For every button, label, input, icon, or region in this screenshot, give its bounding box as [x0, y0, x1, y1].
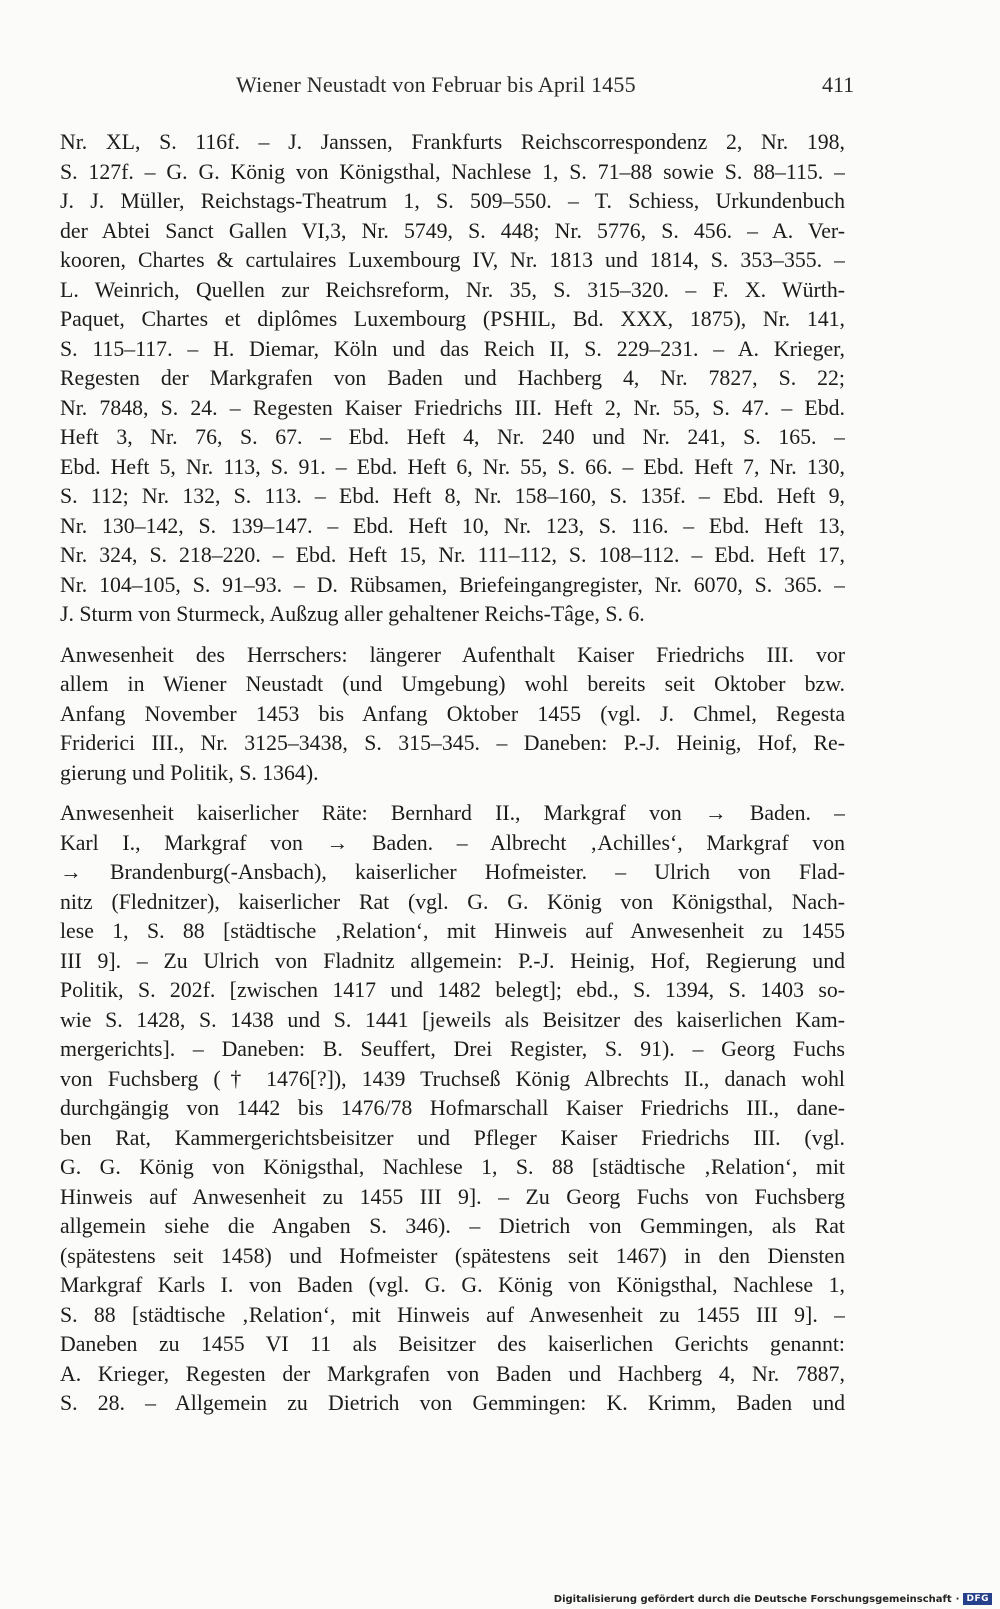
text-line: der Abtei Sanct Gallen VI,3, Nr. 5749, S. 448; Nr. 5776, S. 456. – A. Ver- — [60, 218, 845, 243]
text-line: Anwesenheit kaiserlicher Räte: Bernhard II., Markgraf von → Baden. – — [60, 801, 845, 825]
text-line: Paquet, Chartes et diplômes Luxembourg (PSHIL, Bd. XXX, 1875), Nr. 141, — [60, 307, 845, 331]
text-line: Nr. XL, S. 116f. – J. Janssen, Frankfurts Reichscorrespondenz 2, Nr. 198, — [60, 130, 845, 154]
text-line: J. Sturm von Sturmeck, Außzug aller gehaltener Reichs-Tâge, S. 6. — [60, 602, 645, 626]
paragraph-sources — [60, 128, 845, 630]
text-line: Markgraf Karls I. von Baden (vgl. G. G. König von Königsthal, Nachlese 1, — [60, 1273, 845, 1297]
text-line: kooren, Chartes & cartulaires Luxembourg IV, Nr. 1813 und 1814, S. 353–355. – — [60, 248, 845, 272]
body-text — [60, 128, 845, 1419]
text-line: S. 28. – Allgemein zu Dietrich von Gemmingen: K. Krimm, Baden und — [60, 1391, 845, 1415]
text-line: Ebd. Heft 5, Nr. 113, S. 91. – Ebd. Heft 6, Nr. 55, S. 66. – Ebd. Heft 7, Nr. 130, — [60, 454, 845, 479]
digitization-footer: Digitalisierung gefördert durch die Deutsche Forschungsgemeinschaft · DFG — [554, 1593, 992, 1605]
text-line: durchgängig von 1442 bis 1476/78 Hofmarschall Kaiser Friedrichs III., dane- — [60, 1096, 845, 1120]
text-line: mergerichts]. – Daneben: B. Seuffert, Drei Register, S. 91). – Georg Fuchs — [60, 1037, 845, 1061]
paragraph-ruler-presence — [60, 641, 845, 789]
text-line: nitz (Flednitzer), kaiserlicher Rat (vgl. G. G. König von Königsthal, Nach- — [60, 889, 845, 914]
footer-credit: Digitalisierung gefördert durch die Deutsche Forschungsgemeinschaft — [553, 1593, 952, 1605]
text-line: (spätestens seit 1458) und Hofmeister (spätestens seit 1467) in den Diensten — [60, 1243, 845, 1268]
text-line: allgemein siehe die Angaben S. 346). – Dietrich von Gemmingen, als Rat — [60, 1214, 845, 1238]
text-line: J. J. Müller, Reichstags-Theatrum 1, S. 509–550. – T. Schiess, Urkundenbuch — [60, 189, 845, 213]
running-title: Wiener Neustadt von Februar bis April 1455 — [236, 72, 636, 97]
text-line: wie S. 1428, S. 1438 und S. 1441 [jeweils als Beisitzer des kaiserlichen Kam- — [60, 1007, 845, 1032]
text-line: S. 115–117. – H. Diemar, Köln und das Reich II, S. 229–231. – A. Krieger, — [60, 336, 845, 361]
text-line: G. G. König von Königsthal, Nachlese 1, S. 88 [städtische ‚Relation‘, mit — [60, 1155, 845, 1179]
text-line: Regesten der Markgrafen von Baden und Hachberg 4, Nr. 7827, S. 22; — [60, 366, 845, 390]
text-line: Hinweis auf Anwesenheit zu 1455 III 9]. – Zu Georg Fuchs von Fuchsberg — [60, 1184, 845, 1209]
text-line: → Brandenburg(-Ansbach), kaiserlicher Hofmeister. – Ulrich von Flad- — [60, 860, 845, 884]
paragraph-councillors-presence — [60, 799, 845, 1419]
text-line: Daneben zu 1455 VI 11 als Beisitzer des kaiserlichen Gerichts genannt: — [60, 1332, 845, 1356]
dfg-logo: DFG — [963, 1593, 992, 1605]
text-line: Nr. 324, S. 218–220. – Ebd. Heft 15, Nr. 111–112, S. 108–112. – Ebd. Heft 17, — [60, 543, 845, 567]
text-line: lese 1, S. 88 [städtische ‚Relation‘, mit Hinweis auf Anwesenheit zu 1455 — [60, 919, 845, 943]
running-head — [0, 66, 1000, 106]
text-line: L. Weinrich, Quellen zur Reichsreform, Nr. 35, S. 315–320. – F. X. Würth- — [60, 277, 845, 302]
text-line: Politik, S. 202f. [zwischen 1417 und 1482 belegt]; ebd., S. 1394, S. 1403 so- — [60, 978, 845, 1002]
text-line: Heft 3, Nr. 76, S. 67. – Ebd. Heft 4, Nr. 240 und Nr. 241, S. 165. – — [60, 425, 845, 449]
text-line: ben Rat, Kammergerichtsbeisitzer und Pfleger Kaiser Friedrichs III. (vgl. — [60, 1125, 845, 1150]
text-line: Anwesenheit des Herrschers: längerer Aufenthalt Kaiser Friedrichs III. vor — [60, 642, 845, 667]
text-line: Anfang November 1453 bis Anfang Oktober 1455 (vgl. J. Chmel, Regesta — [60, 701, 845, 726]
text-line: Karl I., Markgraf von → Baden. – Albrecht ‚Achilles‘, Markgraf von — [60, 830, 845, 855]
text-line: allem in Wiener Neustadt (und Umgebung) wohl bereits seit Oktober bzw. — [60, 672, 845, 696]
text-line: S. 127f. – G. G. König von Königsthal, Nachlese 1, S. 71–88 sowie S. 88–115. – — [60, 159, 845, 184]
text-line: S. 112; Nr. 132, S. 113. – Ebd. Heft 8, Nr. 158–160, S. 135f. – Ebd. Heft 9, — [60, 484, 845, 508]
text-line: von Fuchsberg († 1476[?]), 1439 Truchseß König Albrechts II., danach wohl — [60, 1066, 845, 1091]
text-line: Nr. 130–142, S. 139–147. – Ebd. Heft 10, Nr. 123, S. 116. – Ebd. Heft 13, — [60, 513, 845, 538]
page-number: 411 — [822, 72, 855, 97]
text-line: A. Krieger, Regesten der Markgrafen von Baden und Hachberg 4, Nr. 7887, — [60, 1361, 845, 1386]
text-line: Nr. 104–105, S. 91–93. – D. Rübsamen, Briefeingangregister, Nr. 6070, S. 365. – — [60, 572, 845, 597]
text-line: gierung und Politik, S. 1364). — [60, 760, 319, 785]
text-line: Friderici III., Nr. 3125–3438, S. 315–345. – Daneben: P.-J. Heinig, Hof, Re- — [60, 731, 845, 755]
text-line: III 9]. – Zu Ulrich von Fladnitz allgemein: P.-J. Heinig, Hof, Regierung und — [60, 948, 845, 973]
text-line: Nr. 7848, S. 24. – Regesten Kaiser Friedrichs III. Heft 2, Nr. 55, S. 47. – Ebd. — [60, 395, 845, 420]
text-line: S. 88 [städtische ‚Relation‘, mit Hinweis auf Anwesenheit zu 1455 III 9]. – — [60, 1302, 845, 1327]
